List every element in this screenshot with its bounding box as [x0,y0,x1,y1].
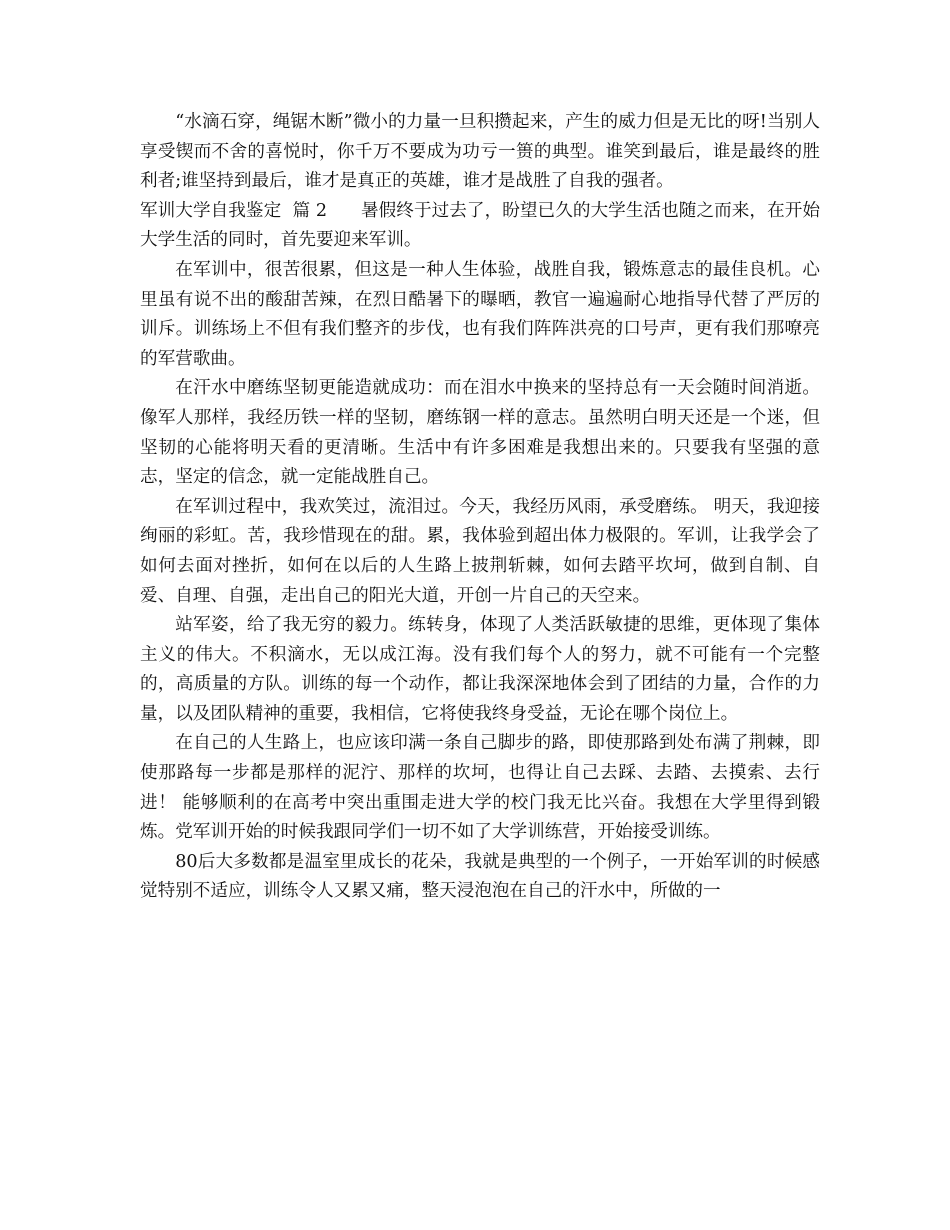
document-page [140,108,820,907]
paragraph-4: 在汗水中磨练坚韧更能造就成功：而在泪水中换来的坚持总有一天会随时间消逝。像军人那样，我经历铁一样的坚韧，磨练钢一样的意志。虽然明白明天还是一个迷，但坚韧的心能将明天看的更清晰。生活中有许多困难是我想出来的。只要我有坚强的意志，坚定的信念，就一定能战胜自己。 [140,378,820,488]
paragraph-2-text: 暑假终于过去了，盼望已久的大学生活也随之而来，在开始大学生活的同时，首先要迎来军训。 [140,200,820,251]
paragraph-6: 站军姿，给了我无穷的毅力。练转身，体现了人类活跃敏捷的思维，更体现了集体主义的伟大。不积滴水，无以成江海。没有我们每个人的努力，就不可能有一个完整的，高质量的方队。训练的每一个动作，都让我深深地体会到了团结的力量，合作的力量，以及团队精神的重要，我相信，它将使我终身受益，无论在哪个岗位上。 [140,615,820,724]
paragraph-2 [140,197,820,256]
paragraph-7: 在自己的人生路上，也应该印满一条自己脚步的路，即使那路到处布满了荆棘，即使那路每一步都是那样的泥泞、那样的坎坷，也得让自己去踩、去踏、去摸索、去行进！ 能够顺利的在高考中突出重围走进大学的校门我无比兴奋。我想在大学里得到锻炼。党军训开始的时候我跟同学们一切不如了大学训练营，开始接受训练。 [140,733,820,843]
section-heading: 军训大学自我鉴定 篇 2 [140,200,328,221]
paragraph-1: “水滴石穿，绳锯木断”微小的力量一旦积攒起来，产生的威力但是无比的呀!当别人享受锲而不舍的喜悦时，你千万不要成为功亏一篑的典型。谁笑到最后，谁是最终的胜利者;谁坚持到最后，谁才是真正的英雄，谁才是战胜了自我的强者。 [140,112,820,192]
paragraph-5: 在军训过程中，我欢笑过，流泪过。今天，我经历风雨，承受磨练。 明天，我迎接绚丽的彩虹。苦，我珍惜现在的甜。累，我体验到超出体力极限的。军训，让我学会了如何去面对挫折，如何在以后的人生路上披荆斩棘，如何去踏平坎坷，做到自制、自爱、自理、自强，走出自己的阳光大道，开创一片自己的天空来。 [140,496,820,606]
heading-gap [327,201,361,221]
paragraph-8: 80后大多数都是温室里成长的花朵，我就是典型的一个例子，一开始军训的时候感觉特别不适应，训练令人又累又痛，整天浸泡泡在自己的汗水中，所做的一 [140,851,820,902]
paragraph-3: 在军训中，很苦很累，但这是一种人生体验，战胜自我，锻炼意志的最佳良机。心里虽有说不出的酸甜苦辣，在烈日酷暑下的曝晒，教官一遍遍耐心地指导代替了严厉的训斥。训练场上不但有我们整齐的步伐，也有我们阵阵洪亮的口号声，更有我们那嘹亮的军营歌曲。 [140,259,820,369]
